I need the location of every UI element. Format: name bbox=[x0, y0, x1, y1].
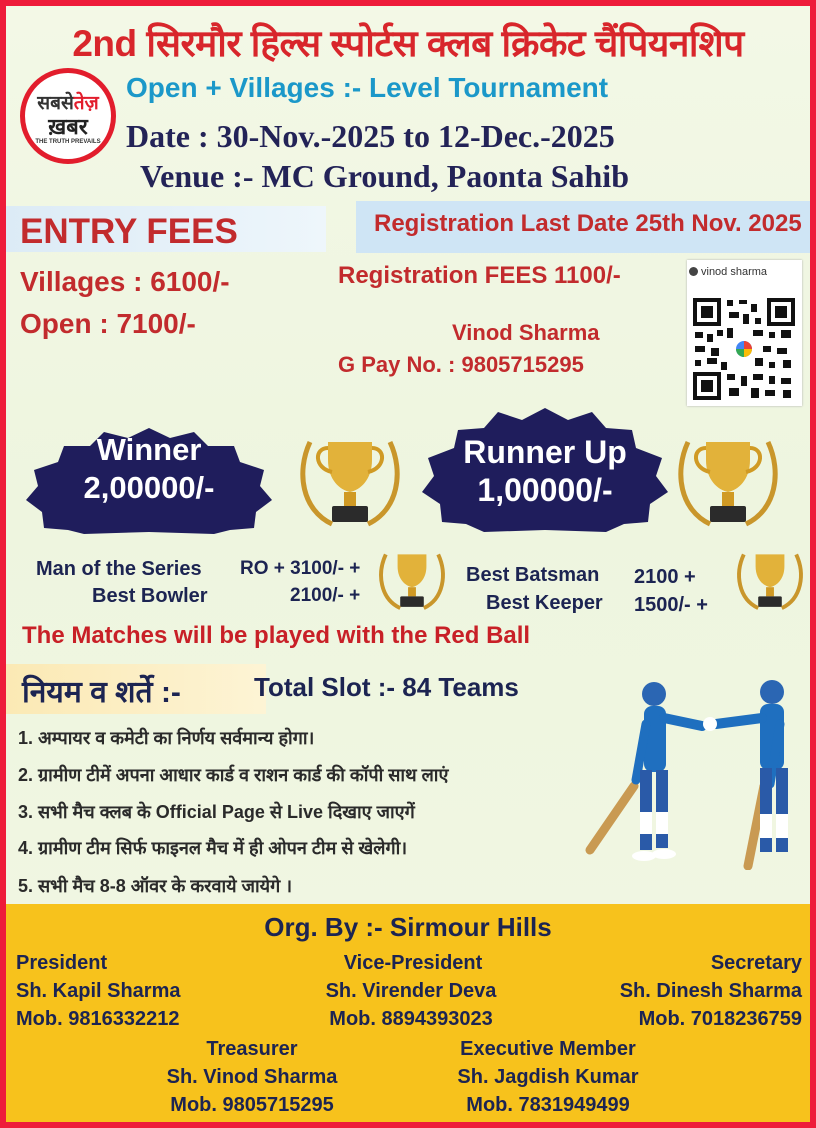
tournament-level: Open + Villages :- Level Tournament bbox=[126, 72, 609, 103]
rule-item: 4. ग्रामीण टीम सिर्फ फाइनल मैच में ही ओपन टीम से खेलेगी। bbox=[18, 838, 408, 858]
open-fee: Open : 7100/- bbox=[20, 308, 196, 339]
secretary-role: Secretary bbox=[710, 952, 802, 974]
best-batsman-amount: 2100 + bbox=[634, 566, 696, 588]
secretary-mobile: Mob. 7018236759 bbox=[638, 1008, 802, 1030]
treasurer-mobile: Mob. 9805715295 bbox=[170, 1094, 334, 1116]
executive-member-mobile: Mob. 7831949499 bbox=[466, 1094, 630, 1116]
logo-tagline: THE TRUTH PREVAILS bbox=[35, 139, 101, 145]
payment-qr-card bbox=[687, 260, 802, 406]
registration-last-date: Registration Last Date 25th Nov. 2025 bbox=[374, 210, 802, 237]
entry-fees-heading: ENTRY FEES bbox=[20, 212, 238, 251]
winner-amount: 2,00000/- bbox=[83, 470, 215, 505]
vice-president-mobile: Mob. 8894393023 bbox=[329, 1008, 493, 1030]
qr-account-name: vinod sharma bbox=[701, 266, 768, 278]
best-bowler-label: Best Bowler bbox=[92, 585, 208, 607]
rules-heading: नियम व शर्ते :- bbox=[22, 676, 181, 709]
rule-item: 5. सभी मैच 8-8 ऑवर के करवाये जायेगे । bbox=[18, 876, 293, 896]
vice-president-name: Sh. Virender Deva bbox=[325, 980, 497, 1002]
tournament-venue: Venue :- MC Ground, Paonta Sahib bbox=[140, 158, 629, 194]
rule-item: 1. अम्पायर व कमेटी का निर्णय सर्वमान्य होगा। bbox=[18, 728, 315, 748]
runner-up-amount: 1,00000/- bbox=[477, 472, 613, 508]
trophy-icon bbox=[732, 540, 808, 616]
rule-item: 2. ग्रामीण टीमें अपना आधार कार्ड व राशन कार्ड की कॉपी साथ लाएं bbox=[18, 765, 449, 785]
winner-label: Winner bbox=[96, 432, 202, 467]
best-keeper-amount: 1500/- + bbox=[634, 594, 708, 616]
logo-word-1: सबसे bbox=[37, 93, 74, 114]
profile-icon bbox=[689, 267, 698, 276]
logo-word-2: तेज़ bbox=[73, 93, 99, 114]
qr-code-icon bbox=[691, 296, 797, 402]
cricketers-illustration bbox=[584, 674, 804, 870]
red-ball-notice: The Matches will be played with the Red Ball bbox=[22, 622, 531, 649]
villages-fee: Villages : 6100/- bbox=[20, 266, 230, 297]
total-slot: Total Slot :- 84 Teams bbox=[254, 672, 519, 702]
rule-item: 3. सभी मैच क्लब के Official Page से Live दिखाए जाएगें bbox=[18, 802, 415, 822]
logo-word-3: ख़बर bbox=[48, 114, 88, 139]
executive-member-name: Sh. Jagdish Kumar bbox=[457, 1066, 639, 1088]
trophy-icon bbox=[670, 420, 786, 536]
president-mobile: Mob. 9816332212 bbox=[16, 1008, 180, 1030]
secretary-name: Sh. Dinesh Sharma bbox=[619, 980, 802, 1002]
payee-name: Vinod Sharma bbox=[452, 320, 600, 345]
news-logo bbox=[20, 68, 116, 164]
best-batsman-label: Best Batsman bbox=[466, 564, 600, 586]
tournament-title: 2nd सिरमौर हिल्स स्पोर्टस क्लब क्रिकेट चैंपियनशिप bbox=[72, 23, 744, 64]
vice-president-role: Vice-President bbox=[343, 952, 483, 974]
gpay-number: G Pay No. : 9805715295 bbox=[338, 352, 584, 377]
organized-by: Org. By :- Sirmour Hills bbox=[264, 912, 552, 942]
best-keeper-label: Best Keeper bbox=[486, 592, 603, 614]
treasurer-role: Treasurer bbox=[206, 1038, 298, 1060]
trophy-icon bbox=[292, 420, 408, 536]
registration-fees: Registration FEES 1100/- bbox=[338, 262, 621, 289]
trophy-icon bbox=[374, 540, 450, 616]
man-of-series-amount: RO + 3100/- + bbox=[240, 558, 361, 579]
runner-up-label: Runner Up bbox=[463, 434, 627, 470]
best-bowler-amount: 2100/- + bbox=[290, 585, 361, 606]
treasurer-name: Sh. Vinod Sharma bbox=[166, 1066, 338, 1088]
president-name: Sh. Kapil Sharma bbox=[16, 980, 181, 1002]
tournament-date: Date : 30-Nov.-2025 to 12-Dec.-2025 bbox=[126, 118, 615, 154]
man-of-series-label: Man of the Series bbox=[36, 558, 202, 580]
president-role: President bbox=[16, 952, 108, 974]
executive-member-role: Executive Member bbox=[460, 1038, 636, 1060]
